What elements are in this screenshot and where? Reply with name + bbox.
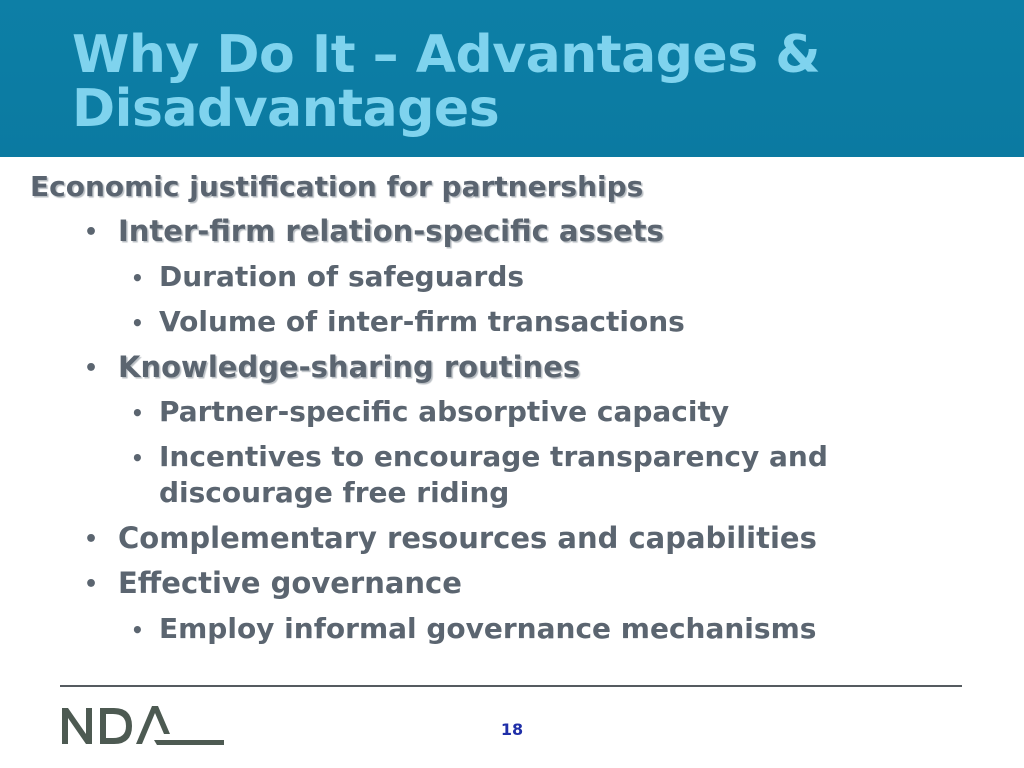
sub-bullet-label: Incentives to encourage transparency and — [159, 440, 828, 473]
bullet-label: Effective governance — [118, 566, 462, 600]
bullet-marker: • — [84, 356, 99, 381]
bullet-label: Complementary resources and capabilities — [118, 521, 817, 555]
sub-bullet-label: Volume of inter-firm transactions — [159, 305, 685, 338]
footer-divider — [60, 685, 962, 687]
bullet-label: Inter-firm relation-specific assets — [118, 214, 664, 248]
bullet-marker: • — [131, 401, 144, 425]
title-bar — [0, 0, 1024, 157]
bullet-marker: • — [131, 618, 144, 642]
section-heading: Economic justification for partnerships — [30, 170, 644, 203]
bullet-label: Knowledge-sharing routines — [118, 350, 581, 384]
bullet-marker: • — [131, 446, 144, 470]
bullet-marker: • — [84, 527, 99, 552]
sub-bullet-label: Duration of safeguards — [159, 260, 525, 293]
bullet-marker: • — [84, 220, 99, 245]
page-number: 18 — [500, 720, 524, 739]
bullet-marker: • — [131, 311, 144, 335]
nda-logo — [58, 700, 228, 752]
bullet-marker: • — [84, 572, 99, 597]
sub-bullet-label: Partner-specific absorptive capacity — [159, 395, 730, 428]
bullet-marker: • — [131, 266, 144, 290]
slide-title: Why Do It – Advantages & Disadvantages — [72, 25, 821, 139]
sub-bullet-continuation: discourage free riding — [159, 476, 510, 509]
sub-bullet-label: Employ informal governance mechanisms — [159, 612, 817, 645]
